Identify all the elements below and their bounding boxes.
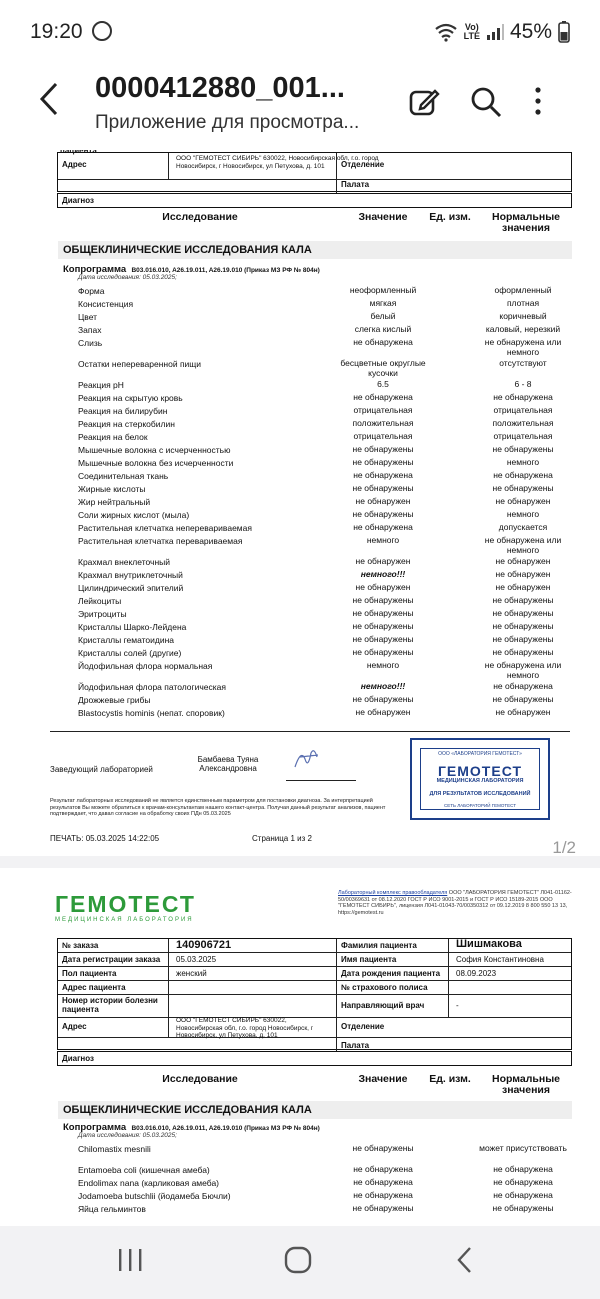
status-right	[434, 20, 570, 44]
cut-label: пациента	[60, 150, 97, 155]
diagnosis-row-2	[57, 1051, 572, 1066]
result-name: Остатки непереваренной пищи	[78, 359, 202, 369]
result-norm: не обнаружена	[493, 1164, 553, 1174]
result-norm: не обнаружена или немного	[484, 337, 562, 357]
recent-apps-icon[interactable]	[115, 1246, 145, 1281]
col-norm-2: Нормальные значения	[491, 1073, 560, 1096]
reg-label: Дата регистрации заказа	[62, 955, 161, 964]
search-icon[interactable]	[470, 86, 502, 123]
result-value: не обнаружена	[353, 337, 413, 347]
result-name: Реакция pH	[78, 380, 124, 390]
nav-back-icon[interactable]	[455, 1246, 475, 1281]
result-norm: не обнаружена	[493, 1190, 553, 1200]
head-name: Бамбаева Туяна Александровна	[197, 755, 259, 773]
result-norm: не обнаружена	[493, 1177, 553, 1187]
network-type: Vo) LTE	[463, 22, 480, 41]
edit-icon[interactable]	[408, 86, 440, 123]
result-name: Цвет	[78, 312, 98, 322]
gemotest-logo: ГЕМОТЕСТ МЕДИЦИНСКАЯ ЛАБОРАТОРИЯ	[55, 891, 196, 923]
result-value: не обнаружены	[352, 457, 414, 467]
col-norm: Нормальные значения	[491, 211, 560, 234]
address-value: ООО "ГЕМОТЕСТ СИБИРЬ" 630022, Новосибирская обл, г.о. город Новосибирск, г Новосибирск, ул Петухова, д. 101	[176, 155, 379, 170]
diagnosis-label-2: Диагноз	[62, 1054, 94, 1063]
result-norm: не обнаружены	[492, 608, 554, 618]
result-value: не обнаружена	[353, 470, 413, 480]
section-title-2: ОБЩЕКЛИНИЧЕСКИЕ ИССЛЕДОВАНИЯ КАЛА	[58, 1101, 572, 1119]
result-norm: допускается	[498, 522, 548, 532]
result-norm: не обнаружены	[492, 634, 554, 644]
result-value: не обнаружены	[352, 608, 414, 618]
result-name: Йодофильная флора нормальная	[78, 661, 213, 671]
result-name: Реакция на белок	[78, 432, 148, 442]
result-name: Слизь	[78, 338, 103, 348]
reg-value: 05.03.2025	[176, 955, 217, 964]
lab-stamp: ООО «ЛАБОРАТОРИЯ ГЕМОТЕСТ» ГЕМОТЕСТ МЕДИЦИНСКАЯ ЛАБОРАТОРИЯ ДЛЯ РЕЗУЛЬТАТОВ ИССЛЕДОВАНИЙ СЕТЬ ЛАБОРАТОРИЙ ГЕМОТЕСТ	[410, 738, 550, 820]
result-norm: не обнаружены	[492, 694, 554, 704]
result-value: не обнаружены	[352, 483, 414, 493]
result-name: Растительная клетчатка непереваривaемая	[78, 523, 252, 533]
result-norm: не обнаружен	[495, 496, 551, 506]
program-title-2: Копрограмма B03.016.010, A26.19.011, A26.19.010 (Приказ МЗ РФ № 804н)	[63, 1122, 320, 1133]
result-name: Жирные кислоты	[78, 484, 146, 494]
license-link[interactable]: Лабораторный комплекс правообладателя	[338, 890, 448, 896]
result-norm: не обнаружена	[493, 681, 553, 691]
result-name: Кристаллы Шарко-Лейдена	[78, 622, 187, 632]
result-name: Растительная клетчатка перевариваемая	[78, 536, 243, 546]
result-value: немного!!!	[360, 569, 406, 579]
result-norm: не обнаружены	[492, 647, 554, 657]
sex-value: женский	[176, 969, 207, 978]
result-name: Endolimax nana (карликовая амеба)	[78, 1178, 220, 1188]
result-value: не обнаружена	[353, 1177, 413, 1187]
ward-label: Палата	[341, 180, 370, 189]
wifi-icon	[434, 22, 458, 42]
footnote: Результат лабораторных исследований не является единственным параметром для постановки диагноза. За интерпретацией результатов Вы можете обратиться к врачам-консультантам нашего контакт-центра. Получая данный результат анализов, пациент подтверждает, что давал согласие на обработку своих ПДн 05.03.2025	[50, 798, 386, 817]
sex-label: Пол пациента	[62, 969, 117, 978]
signal-icon	[486, 23, 504, 41]
status-bar	[0, 0, 600, 62]
result-norm: не обнаружена или немного	[484, 660, 562, 680]
diagnosis-label: Диагноз	[62, 196, 94, 205]
result-value: не обнаружены	[352, 621, 414, 631]
back-arrow-icon[interactable]	[38, 82, 60, 126]
result-value: отрицательная	[353, 431, 413, 441]
battery-level: 45%	[509, 20, 552, 43]
result-norm: не обнаружены	[492, 483, 554, 493]
app-bar	[0, 62, 600, 150]
result-value: не обнаружена	[353, 1164, 413, 1174]
result-value: мягкая	[369, 298, 397, 308]
result-name: Эритроциты	[78, 609, 127, 619]
col-study-2: Исследование	[162, 1073, 238, 1085]
section-title: ОБЩЕКЛИНИЧЕСКИЕ ИССЛЕДОВАНИЯ КАЛА	[58, 241, 572, 259]
document-page-2	[0, 868, 600, 1226]
license-info: Лабораторный комплекс правообладателя ООО "ЛАБОРАТОРИЯ ГЕМОТЕСТ" Л041-01162-50/00369631 от 08.12.2020 ГОСТ Р ИСО 9001-2015 и ГОСТ Р ИСО 15189-2015 ООО "ГЕМОТЕСТ СИБИРЬ", лицензия Л041-01043-70/00350312 от 09.12.2019 8 800 550 13 13, https://gemotest.ru	[338, 890, 572, 917]
result-value: белый	[370, 311, 396, 321]
patient-address-label: Адрес пациента	[62, 983, 126, 992]
result-value: не обнаружен	[355, 582, 411, 592]
home-icon[interactable]	[283, 1246, 313, 1281]
result-norm: 6 - 8	[514, 379, 532, 389]
diagnosis-row	[57, 193, 572, 208]
result-norm: немного	[506, 509, 540, 519]
doctor-value: -	[456, 1001, 459, 1010]
result-value: не обнаружены	[352, 509, 414, 519]
col-study: Исследование	[162, 211, 238, 223]
result-norm: не обнаружены	[492, 621, 554, 631]
document-title: 0000412880_001...	[95, 72, 345, 104]
result-value: слегка кислый	[354, 324, 412, 334]
signature-line	[286, 780, 356, 781]
result-name: Реакция на билирубин	[78, 406, 168, 416]
name-label: Имя пациента	[341, 955, 397, 964]
result-value: 6.5	[377, 379, 389, 389]
result-norm: не обнаружены	[492, 1203, 554, 1213]
result-norm: отрицательная	[493, 405, 553, 415]
result-norm: не обнаружена или немного	[484, 535, 562, 555]
col-unit: Ед. изм.	[429, 211, 471, 223]
order-value: 140906721	[176, 939, 232, 951]
result-norm: не обнаружен	[495, 556, 551, 566]
result-norm: положительная	[492, 418, 554, 428]
result-name: Blastocystis hominis (непат. споровик)	[78, 708, 225, 718]
policy-label: № страхового полиса	[341, 983, 428, 992]
result-norm: не обнаружена	[493, 470, 553, 480]
whatsapp-icon	[92, 21, 112, 41]
result-value: положительная	[352, 418, 414, 428]
dob-label: Дата рождения пациента	[341, 969, 441, 978]
page-number: Страница 1 из 2	[252, 834, 312, 843]
result-value: не обнаружены	[352, 1203, 414, 1213]
result-norm: не обнаружен	[495, 569, 551, 579]
result-norm: не обнаружены	[492, 595, 554, 605]
result-value: не обнаружен	[355, 496, 411, 506]
program-date-2: Дата исследования: 05.03.2025;	[78, 1132, 177, 1139]
result-name: Кристаллы солей (другие)	[78, 648, 182, 658]
result-norm: отсутствуют	[499, 358, 547, 368]
program-title: Копрограмма B03.016.010, A26.19.011, A26.19.010 (Приказ МЗ РФ № 804н)	[63, 264, 320, 275]
col-unit-2: Ед. изм.	[429, 1073, 471, 1085]
result-name: Крахмал внеклеточный	[78, 557, 171, 567]
dept-label: Отделение	[341, 160, 385, 169]
name-value: София Константиновна	[456, 955, 544, 964]
result-name: Chilomastix mesnili	[78, 1144, 151, 1154]
result-norm: не обнаружен	[495, 582, 551, 592]
result-name: Реакция на стеркобилин	[78, 419, 175, 429]
surname-label: Фамилия пациента	[341, 941, 417, 950]
dob-value: 08.09.2023	[456, 969, 497, 978]
col-value: Значение	[358, 211, 408, 223]
result-value: не обнаружена	[353, 522, 413, 532]
result-norm: не обнаружена	[493, 392, 553, 402]
system-nav-bar	[0, 1226, 600, 1299]
program-date: Дата исследования: 05.03.2025;	[78, 274, 177, 281]
result-value: не обнаружены	[352, 444, 414, 454]
result-norm: каловый, нерезкий	[485, 324, 561, 334]
address-label: Адрес	[62, 160, 87, 169]
result-value: не обнаружен	[355, 707, 411, 717]
document-subtitle: Приложение для просмотра...	[95, 112, 360, 133]
result-value: не обнаружен	[355, 556, 411, 566]
surname-value: Шишмакова	[456, 938, 522, 950]
result-name: Жир нейтральный	[78, 497, 151, 507]
print-date: ПЕЧАТЬ: 05.03.2025 14:22:05	[50, 834, 160, 843]
result-name: Мышечные волокна без исчерченности	[78, 458, 234, 468]
doctor-label: Направляющий врач	[341, 1001, 425, 1010]
result-value: неоформленный	[349, 285, 417, 295]
col-value-2: Значение	[358, 1073, 408, 1085]
result-name: Цилиндрический эпителий	[78, 583, 184, 593]
result-value: не обнаружены	[352, 694, 414, 704]
result-name: Реакция на скрытую кровь	[78, 393, 183, 403]
result-name: Крахмал внутриклеточный	[78, 570, 183, 580]
result-norm: может присутствовать	[479, 1143, 567, 1153]
head-label: Заведующий лабораторией	[50, 765, 153, 774]
divider	[50, 731, 570, 732]
result-value: немного!!!	[360, 681, 406, 691]
ward-label-2: Палата	[341, 1041, 370, 1050]
document-page-1	[0, 150, 600, 856]
result-value: не обнаружены	[352, 1143, 414, 1153]
result-norm: оформленный	[494, 285, 552, 295]
result-name: Entamoeba coli (кишечная амеба)	[78, 1165, 210, 1175]
result-norm: не обнаружен	[495, 707, 551, 717]
result-name: Форма	[78, 286, 105, 296]
result-name: Соли жирных кислот (мыла)	[78, 510, 190, 520]
address-value-2: ООО "ГЕМОТЕСТ СИБИРЬ" 630022, Новосибирская обл, г.о. город Новосибирск, г Новосибирск, ул Петухова, д. 101	[176, 1017, 314, 1039]
result-value: не обнаружена	[353, 392, 413, 402]
signature	[292, 745, 322, 773]
result-name: Дрожжевые грибы	[78, 695, 151, 705]
result-name: Консистенция	[78, 299, 134, 309]
result-value: не обнаружена	[353, 1190, 413, 1200]
result-value: не обнаружены	[352, 647, 414, 657]
battery-icon	[558, 21, 570, 43]
status-time: 19:20	[30, 20, 83, 43]
result-name: Кристаллы гематоидина	[78, 635, 175, 645]
result-name: Запах	[78, 325, 102, 335]
address-label-2: Адрес	[62, 1022, 87, 1031]
result-norm: немного	[506, 457, 540, 467]
order-label: № заказа	[62, 941, 99, 950]
result-norm: плотная	[506, 298, 540, 308]
result-norm: отрицательная	[493, 431, 553, 441]
result-value: бесцветные округлые кусочки	[340, 358, 426, 378]
result-value: немного	[366, 535, 400, 545]
more-icon[interactable]	[532, 86, 544, 123]
history-label: Номер истории болезни пациента	[62, 996, 158, 1014]
result-value: не обнаружены	[352, 595, 414, 605]
result-value: не обнаружены	[352, 634, 414, 644]
result-name: Соединительная ткань	[78, 471, 169, 481]
result-norm: коричневый	[499, 311, 547, 321]
result-name: Jodamoeba butschlii (йодамеба Бючли)	[78, 1191, 231, 1201]
result-name: Яйца гельминтов	[78, 1204, 146, 1214]
result-name: Йодофильная флора патологическая	[78, 682, 227, 692]
result-value: немного	[366, 660, 400, 670]
result-name: Лейкоциты	[78, 596, 122, 606]
result-norm: не обнаружены	[492, 444, 554, 454]
result-name: Мышечные волокна с исчерченностью	[78, 445, 231, 455]
result-value: отрицательная	[353, 405, 413, 415]
page-indicator: 1/2	[552, 838, 576, 857]
dept-label-2: Отделение	[341, 1022, 385, 1031]
